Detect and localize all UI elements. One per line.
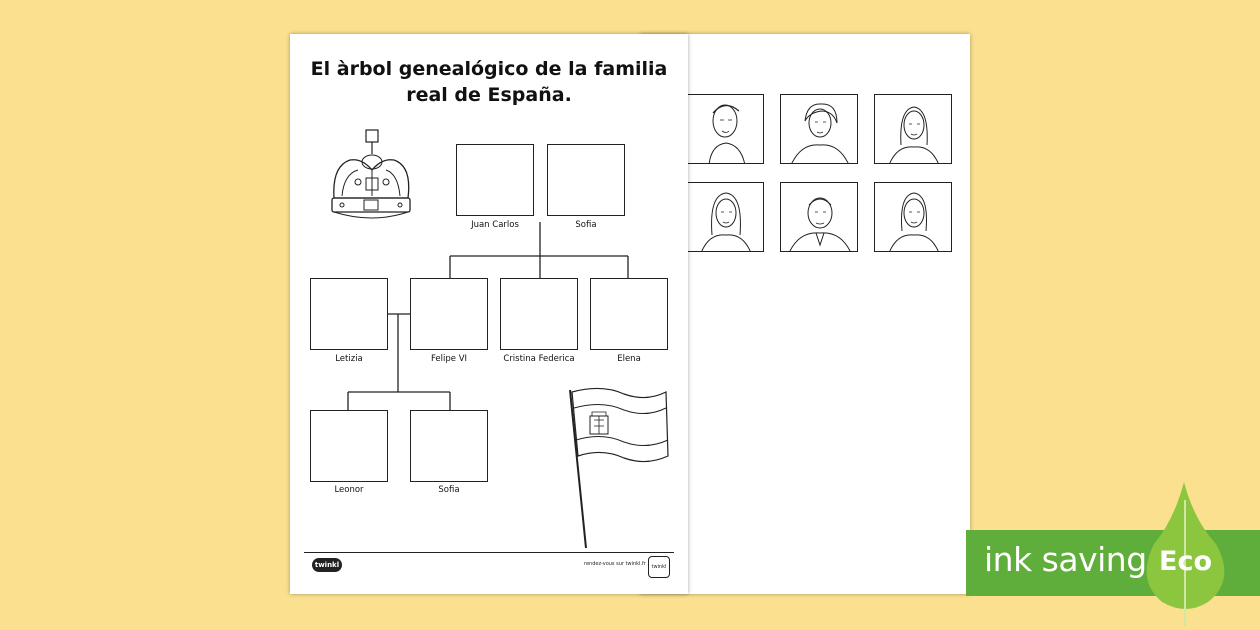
footer-url: rendez-vous sur twinkl.fr: [584, 561, 646, 567]
label-sofia-child: Sofia: [438, 485, 460, 495]
spain-flag-icon: [562, 386, 672, 551]
ink-saving-label: ink saving: [984, 540, 1147, 579]
portrait-leonor: [874, 94, 952, 164]
photo-box-elena[interactable]: [590, 278, 668, 350]
label-letizia: Letizia: [335, 354, 363, 364]
twinkl-badge: twinkl: [648, 556, 670, 578]
portrait-juan-carlos: [780, 182, 858, 252]
label-felipe: Felipe VI: [430, 354, 468, 364]
title-line-2: real de España.: [406, 84, 572, 106]
photo-box-sofia-child[interactable]: [410, 410, 488, 482]
worksheet-page: [290, 34, 688, 594]
photo-box-leonor[interactable]: [310, 410, 388, 482]
label-cristina: Cristina Federica: [503, 354, 575, 364]
photo-box-juan-carlos[interactable]: [456, 144, 534, 216]
label-elena: Elena: [617, 354, 641, 364]
twinkl-logo: twinkl: [312, 558, 342, 572]
photo-box-sofia-grandmother[interactable]: [547, 144, 625, 216]
label-leonor: Leonor: [334, 485, 364, 495]
portrait-sofia-queen: [780, 94, 858, 164]
footer-divider: [304, 552, 674, 553]
portrait-letizia: [686, 182, 764, 252]
title-line-1: El àrbol genealógico de la familia: [310, 58, 668, 80]
portrait-sofia-infanta: [874, 182, 952, 252]
photo-box-felipe[interactable]: [410, 278, 488, 350]
label-sofia-grandmother: Sofia: [575, 220, 597, 230]
eco-badge-label: Eco: [1159, 546, 1212, 577]
photo-box-letizia[interactable]: [310, 278, 388, 350]
label-juan-carlos: Juan Carlos: [471, 220, 519, 230]
photo-box-cristina[interactable]: [500, 278, 578, 350]
portrait-felipe: [686, 94, 764, 164]
